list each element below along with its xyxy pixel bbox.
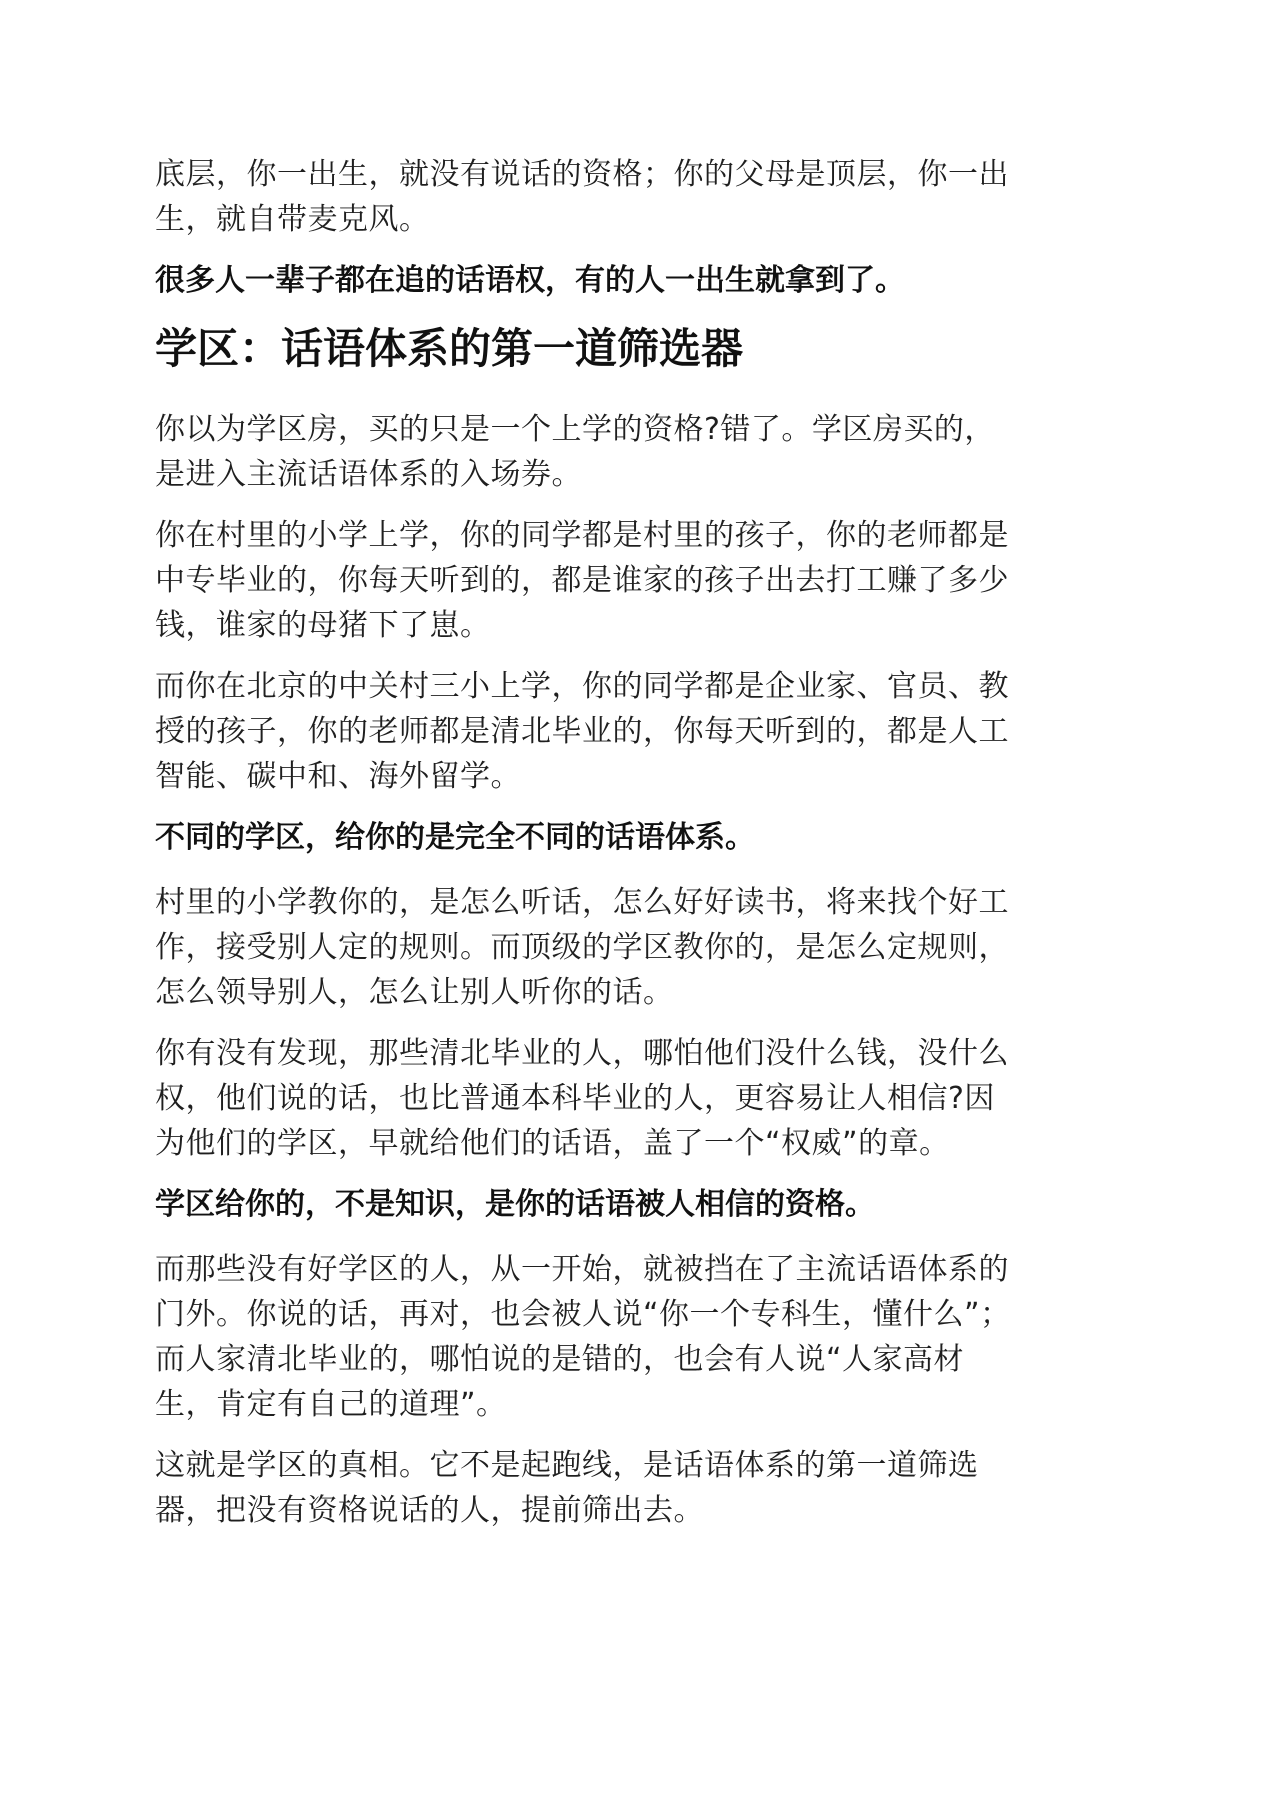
paragraph-line: 生，就自带麦克风。	[155, 202, 430, 237]
paragraph-line: 授的孩子，你的老师都是清北毕业的，你每天听到的，都是人工	[155, 714, 1009, 749]
paragraph	[155, 513, 1115, 648]
paragraph-line: 作，接受别人定的规则。而顶级的学区教你的，是怎么定规则，	[155, 930, 1009, 965]
paragraph-line: 底层，你一出生，就没有说话的资格；你的父母是顶层，你一出	[155, 157, 1009, 192]
paragraph-line: 是进入主流话语体系的入场券。	[155, 457, 582, 492]
paragraph-line: 中专毕业的，你每天听到的，都是谁家的孩子出去打工赚了多少	[155, 563, 1009, 598]
paragraph-line: 权，他们说的话，也比普通本科毕业的人，更容易让人相信?因	[155, 1081, 995, 1116]
paragraph-line: 你在村里的小学上学，你的同学都是村里的孩子，你的老师都是	[155, 518, 1009, 553]
paragraph-line: 你以为学区房，买的只是一个上学的资格?错了。学区房买的，	[155, 412, 995, 447]
emphasis-sentence: 不同的学区，给你的是完全不同的话语体系。	[155, 820, 755, 855]
article-body	[155, 152, 1115, 1549]
section-heading: 学区：话语体系的第一道筛选器	[155, 324, 744, 373]
paragraph-line: 村里的小学教你的，是怎么听话，怎么好好读书，将来找个好工	[155, 885, 1009, 920]
paragraph-line: 为他们的学区，早就给他们的话语，盖了一个“权威”的章。	[155, 1126, 950, 1161]
emphasis-sentence: 学区给你的，不是知识，是你的话语被人相信的资格。	[155, 1187, 875, 1222]
paragraph-line: 智能、碳中和、海外留学。	[155, 759, 521, 794]
paragraph	[155, 1031, 1115, 1166]
paragraph	[155, 1247, 1115, 1427]
paragraph-line: 而那些没有好学区的人，从一开始，就被挡在了主流话语体系的	[155, 1252, 1009, 1287]
emphasis-sentence: 很多人一辈子都在追的话语权，有的人一出生就拿到了。	[155, 263, 905, 298]
paragraph-line: 而人家清北毕业的，哪怕说的是错的，也会有人说“人家高材	[155, 1342, 965, 1377]
paragraph	[155, 152, 1115, 242]
paragraph-line: 器，把没有资格说话的人，提前筛出去。	[155, 1493, 704, 1528]
paragraph	[155, 1443, 1115, 1533]
paragraph	[155, 407, 1115, 497]
paragraph-line: 这就是学区的真相。它不是起跑线，是话语体系的第一道筛选	[155, 1448, 979, 1483]
paragraph-line: 怎么领导别人，怎么让别人听你的话。	[155, 975, 674, 1010]
paragraph-line: 钱，谁家的母猪下了崽。	[155, 608, 491, 643]
paragraph-line: 你有没有发现，那些清北毕业的人，哪怕他们没什么钱，没什么	[155, 1036, 1009, 1071]
paragraph-line: 门外。你说的话，再对，也会被人说“你一个专科生，懂什么”；	[155, 1297, 1011, 1332]
paragraph-line: 生，肯定有自己的道理”。	[155, 1387, 507, 1422]
paragraph	[155, 664, 1115, 799]
paragraph	[155, 880, 1115, 1015]
paragraph-line: 而你在北京的中关村三小上学，你的同学都是企业家、官员、教	[155, 669, 1009, 704]
